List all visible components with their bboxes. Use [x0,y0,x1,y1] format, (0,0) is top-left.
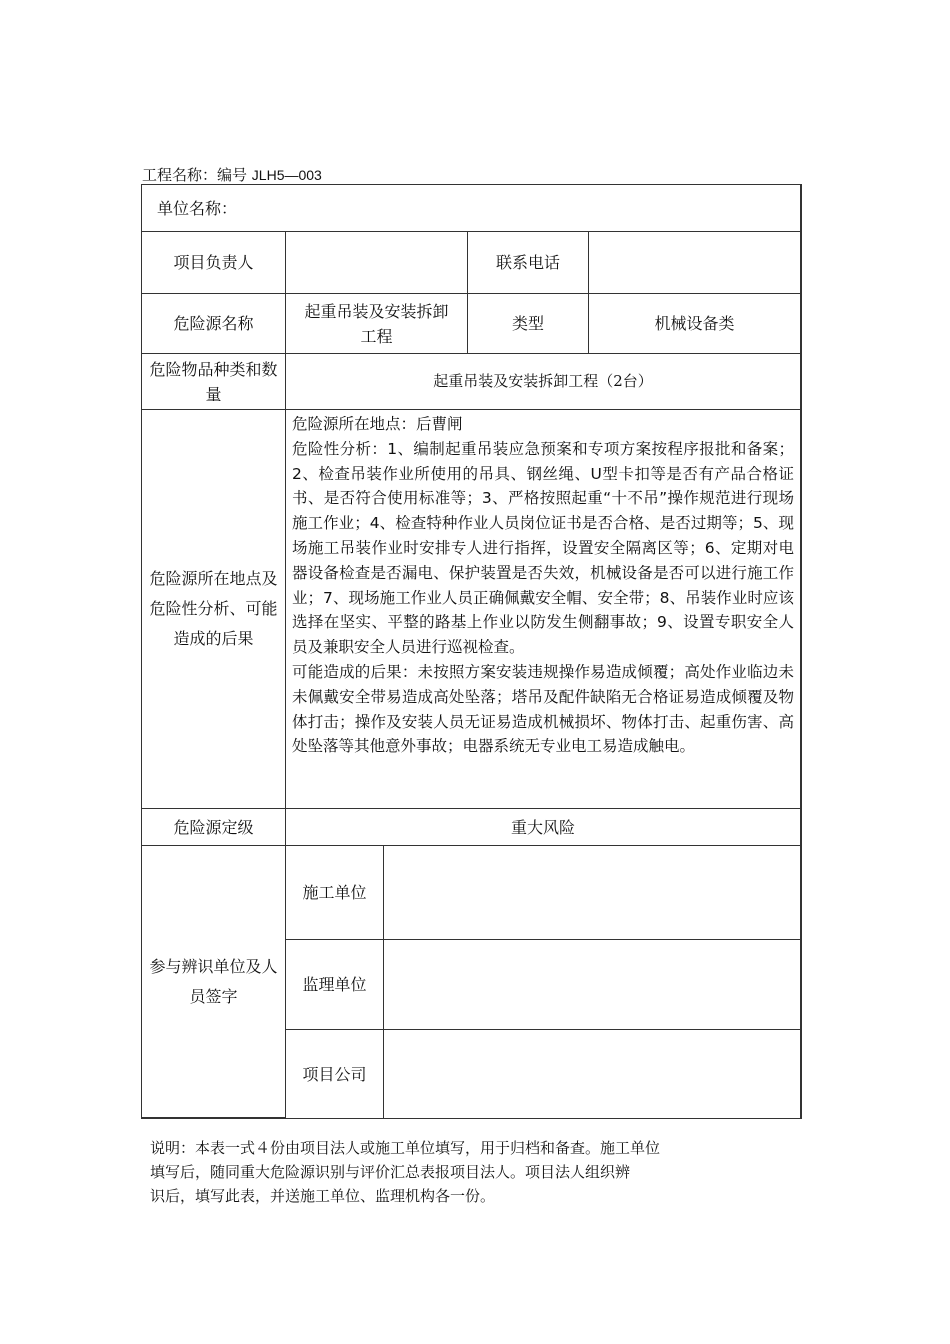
note-line-2: 填写后，随同重大危险源识别与评价汇总表报项目法人。项目法人组织辨 [150,1163,631,1181]
hazard-identification-form [141,184,802,1119]
project-manager-label: 项目负责人 [142,232,286,294]
hazard-name-label: 危险源名称 [142,294,286,354]
analysis-content [286,410,801,809]
form-code: JLH5—003 [251,167,322,183]
supervision-unit-signature[interactable] [384,940,801,1030]
hazard-location: 危险源所在地点：后曹闸 [292,415,463,433]
type-label: 类型 [468,294,589,354]
hazard-consequence: 可能造成的后果：未按照方案安装违规操作易造成倾覆；高处作业临边未未佩戴安全带易造成高处坠落；塔吊及配件缺陷无合格证易造成倾覆及物体打击；操作及安装人员无证易造成机械损坏、物体打击、起重伤害、高处坠落等其他意外事故；电器系统无专业电工易造成触电。 [292,662,794,756]
level-value: 重大风险 [286,809,801,846]
phone-label: 联系电话 [468,232,589,294]
construction-unit-label: 施工单位 [286,846,384,940]
type-value: 机械设备类 [589,294,801,354]
note-line-3: 识后，填写此表，并送施工单位、监理机构各一份。 [150,1187,496,1205]
header-label: 工程名称：编号 [142,166,248,184]
goods-value: 起重吊装及安装拆卸工程（2台） [286,354,801,410]
hazard-name-value: 起重吊装及安装拆卸工程 [286,294,468,354]
project-company-label: 项目公司 [286,1030,384,1118]
phone-field[interactable] [589,232,801,294]
hazard-analysis: 危险性分析：1、编制起重吊装应急预案和专项方案按程序报批和备案；2、检查吊装作业所使用的吊具、钢丝绳、U型卡扣等是否有产品合格证书、是否符合使用标准等；3、严格按照起重“十不吊”操作规范进行现场施工作业；4、检查特种作业人员岗位证书是否合格、是否过期等；5、现场施工吊装作业时安排专人进行指挥，设置安全隔离区等；6、定期对电器设备检查是否漏电、保护装置是否失效，机械设备是否可以进行施工作业；7、现场施工作业人员正确佩戴安全帽、安全带；8、吊装作业时应该选择在坚实、平整的路基上作业以防发生侧翻事故；9、设置专职安全人员及兼职安全人员进行巡视检查。 [292,439,794,657]
goods-label: 危险物品种类和数量 [142,354,286,410]
construction-unit-signature[interactable] [384,846,801,940]
form-note [150,1136,770,1208]
unit-name-label: 单位名称： [157,198,238,218]
supervision-unit-label: 监理单位 [286,940,384,1030]
project-company-signature[interactable] [384,1030,801,1118]
unit-name-row [142,185,801,232]
level-label: 危险源定级 [142,809,286,846]
analysis-label: 危险源所在地点及危险性分析、可能造成的后果 [142,410,286,809]
project-manager-field[interactable] [286,232,468,294]
sign-label: 参与辨识单位及人员签字 [142,846,286,1118]
form-header [142,166,322,184]
note-line-1: 说明：本表一式４份由项目法人或施工单位填写，用于归档和备查。施工单位 [150,1139,661,1157]
